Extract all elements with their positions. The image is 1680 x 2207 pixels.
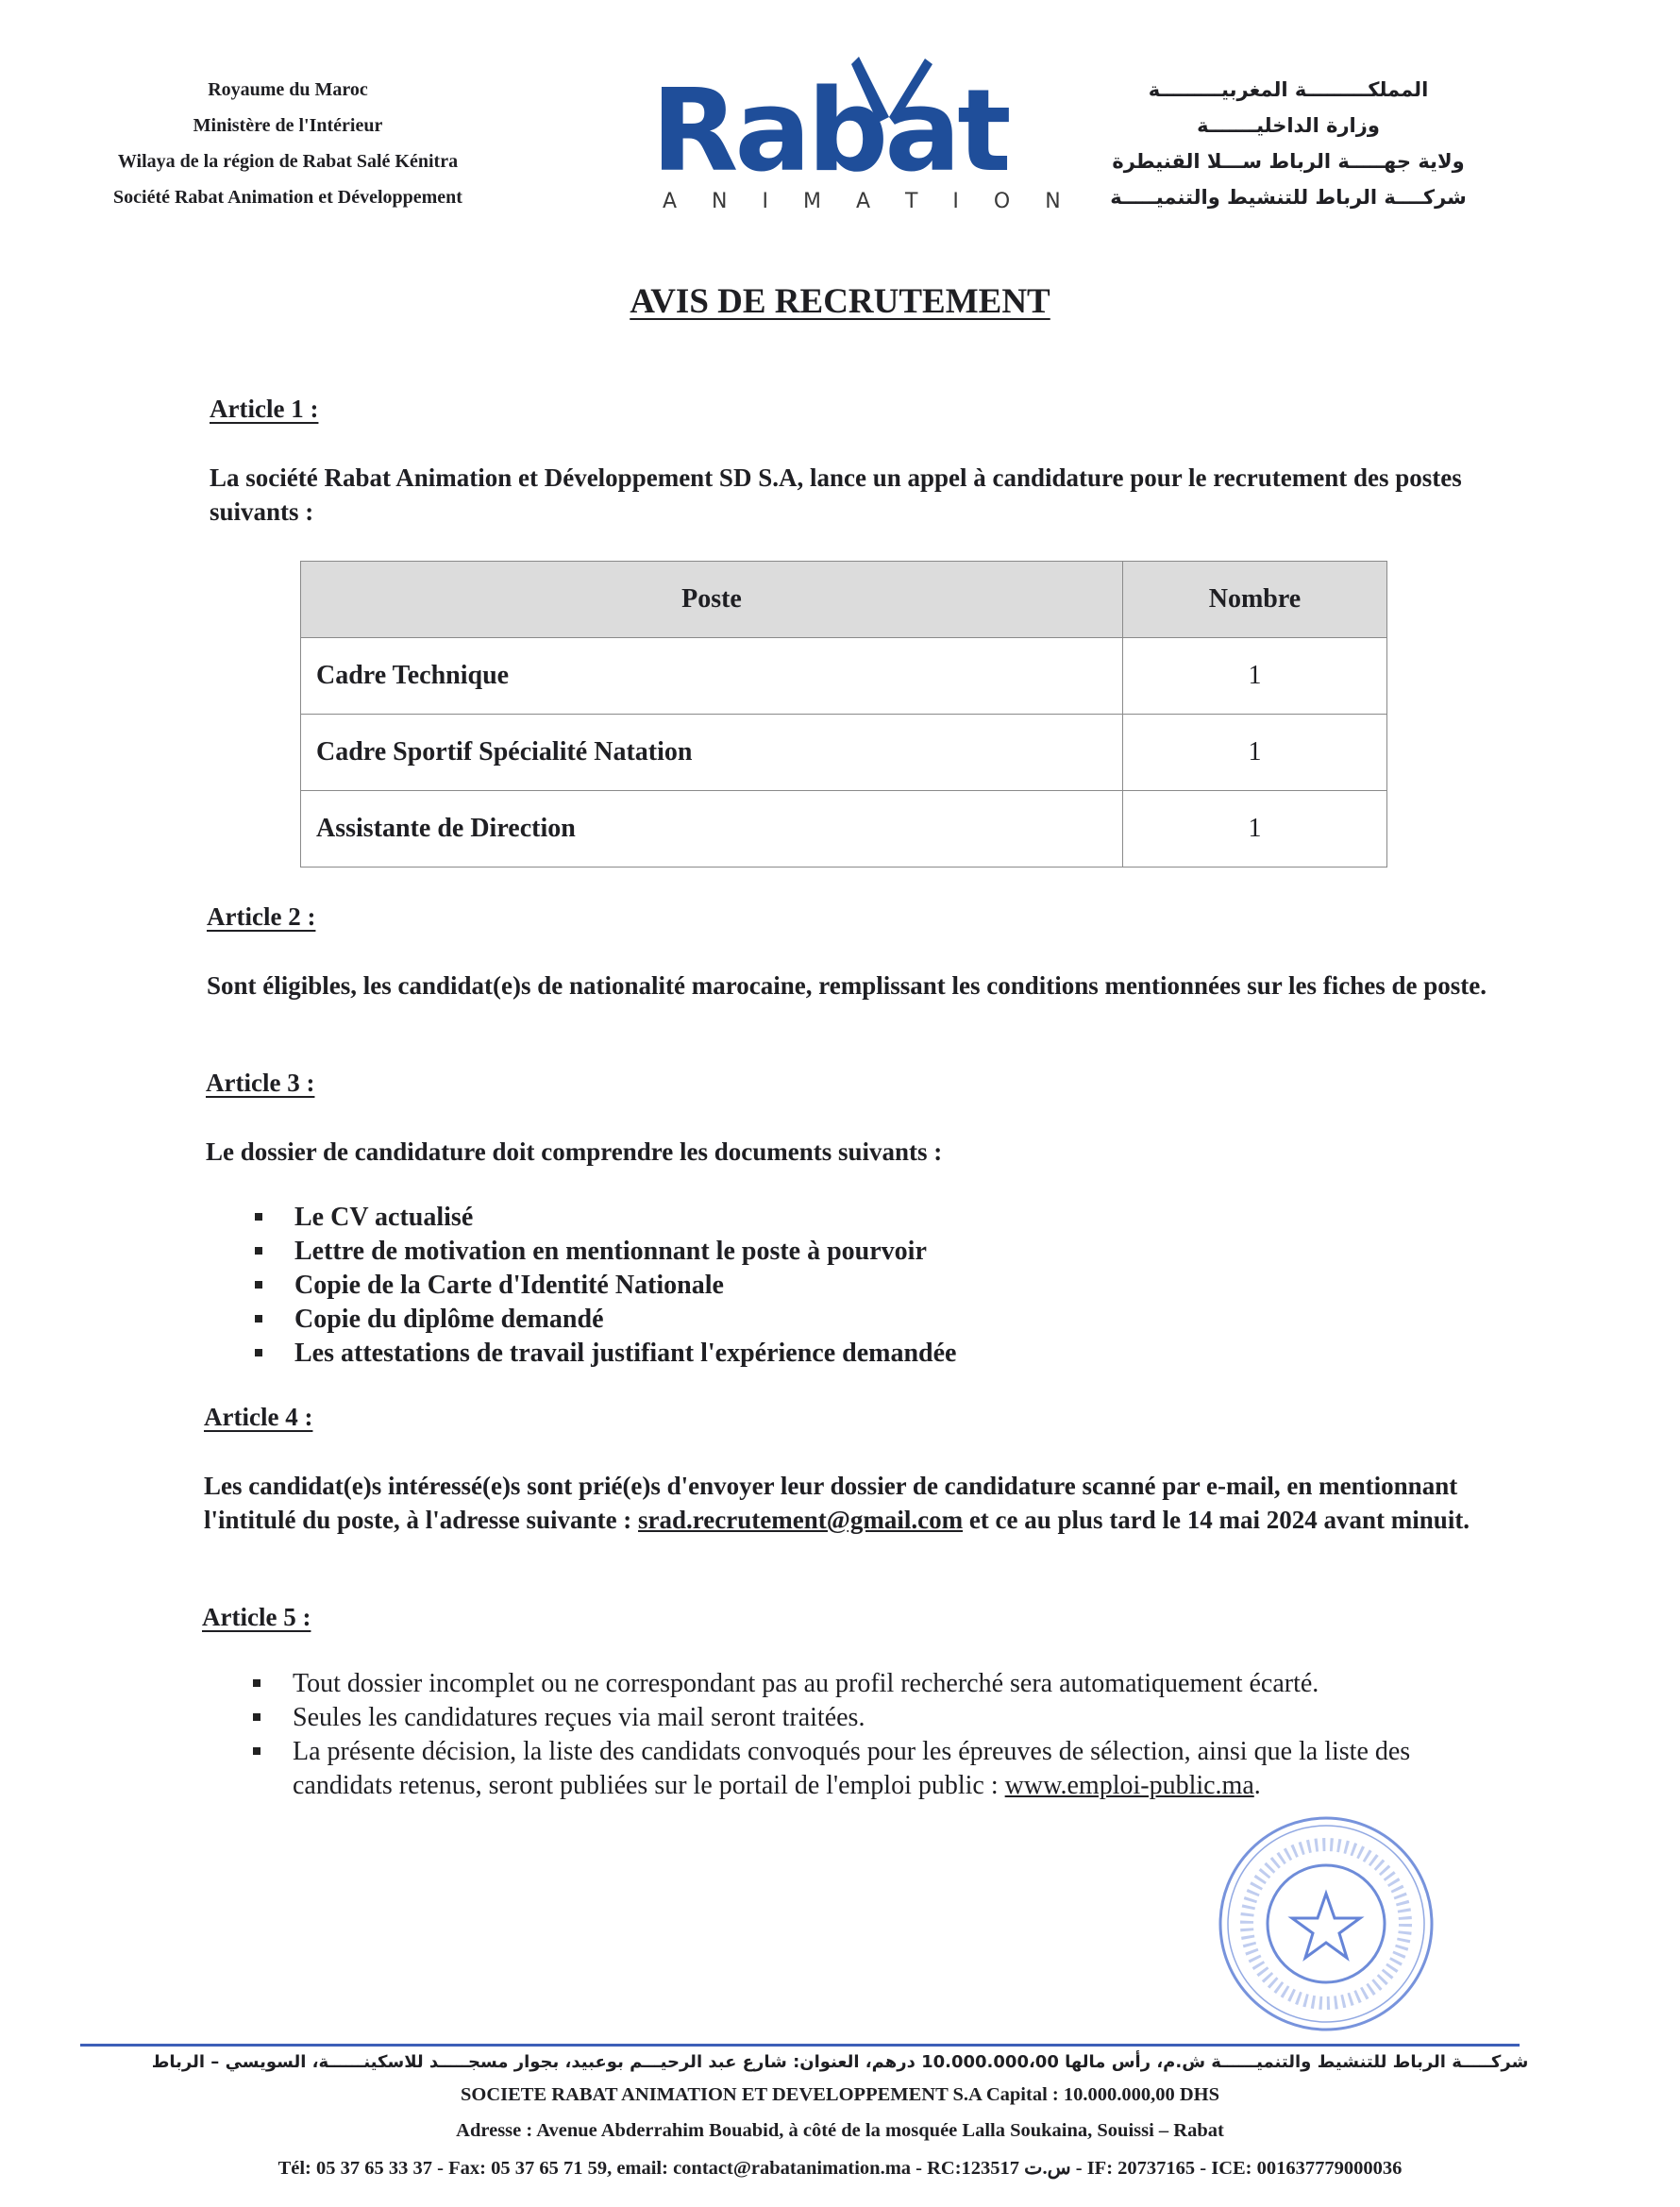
article-4-text-after: et ce au plus tard le 14 mai 2024 avant minuit. [963,1506,1470,1534]
list-item: Seules les candidatures reçues via mail seront traitées. [245,1701,1510,1735]
table-cell-poste: Assistante de Direction [301,791,1123,868]
rabat-animation-logo [642,47,1075,217]
header-right-line: المملكـــــــــة المغربيـــــــــة [1148,78,1429,101]
table-cell-poste: Cadre Sportif Spécialité Natation [301,715,1123,791]
official-stamp [1208,1812,1444,2039]
footer-line-3: Tél: 05 37 65 33 37 - Fax: 05 37 65 71 59, email: contact@rabatanimation.ma - RC:123517 س.ت - IF: 20737165 - ICE: 001637779000036 [277,2158,1403,2179]
emploi-public-link[interactable]: www.emploi-public.ma [1004,1771,1254,1800]
table-header-row [301,562,1387,638]
article-4-heading: Article 4 : [204,1403,313,1431]
list-item-text: La présente décision, la liste des candidats convoqués pour les épreuves de sélection, ainsi que la liste des candidats retenus, seront publiées sur le portail de l'emploi public : [293,1737,1411,1800]
page-title: AVIS DE RECRUTEMENT [630,282,1050,321]
header-left-line: Royaume du Maroc [208,79,368,100]
article-1-heading: Article 1 : [210,395,319,423]
list-item: Tout dossier incomplet ou ne correspondant pas au profil recherché sera automatiquement écarté. [245,1667,1510,1701]
logo-wordmark: Rabat [651,66,1008,197]
table-cell-nombre: 1 [1123,715,1387,791]
table-header-poste: Poste [301,562,1123,638]
table-cell-nombre: 1 [1123,791,1387,868]
article-2-text: Sont éligibles, les candidat(e)s de nationalité marocaine, remplissant les conditions mentionnées sur les fiches de poste. [207,971,1487,1000]
footer-divider [80,2044,1520,2047]
footer-arabic: شركـــــة الرباط للتنشيط والتنميــــــة ش.م، رأس مالها 10.000.000،00 درهم، العنوان: شارع عبد الرحيـــم بوعبيد، بجوار مسجـــــد للاسكينــــــة، السويسي – الرباط [151,2052,1529,2072]
article-5-heading: Article 5 : [202,1603,311,1631]
list-item: Les attestations de travail justifiant l'expérience demandée [247,1337,1474,1371]
table-row [301,791,1387,868]
footer-line-2: Adresse : Avenue Abderrahim Bouabid, à côté de la mosquée Lalla Soukaina, Souissi – Rabat [456,2120,1224,2141]
article-4-text [204,1469,1491,1537]
table-cell-poste: Cadre Technique [301,638,1123,715]
list-item: Lettre de motivation en mentionnant le poste à pourvoir [247,1235,1474,1269]
documents-list [247,1201,1474,1371]
table-cell-nombre: 1 [1123,638,1387,715]
list-item-text-end: . [1253,1771,1261,1800]
header-left-block [66,72,510,215]
header-right-line: وزارة الداخليـــــــة [1197,114,1380,137]
article-4-text-before: Les candidat(e)s intéressé(e)s sont prié(e)s d'envoyer leur dossier de candidature scanné par e-mail, en mentionnant l'intitulé du poste, à l'adresse suivante : [204,1472,1458,1534]
table-header-nombre: Nombre [1123,562,1387,638]
list-item: Le CV actualisé [247,1201,1474,1235]
list-item: Copie de la Carte d'Identité Nationale [247,1269,1474,1303]
header-left-line: Wilaya de la région de Rabat Salé Kénitra [117,151,459,172]
list-item [245,1735,1510,1803]
header-right-line: شركــــة الرباط للتنشيط والتنميـــــة [1110,186,1467,209]
table-row [301,715,1387,791]
logo-graphic [642,47,1075,217]
article-2-heading: Article 2 : [207,902,316,931]
star-icon [1292,1894,1360,1958]
header-left-line: Ministère de l'Intérieur [193,115,383,136]
article-3-heading: Article 3 : [206,1069,315,1097]
header-right-block [1076,72,1501,215]
footer-line-1: SOCIETE RABAT ANIMATION ET DEVELOPPEMENT S.A Capital : 10.000.000,00 DHS [460,2084,1219,2105]
article-1-text: La société Rabat Animation et Développement SD S.A, lance un appel à candidature pour le recrutement des postes suivants : [210,463,1462,526]
list-item: Copie du diplôme demandé [247,1303,1474,1337]
conditions-list [245,1667,1510,1803]
email-link[interactable]: srad.recrutement@gmail.com [638,1506,964,1534]
logo-subtitle: A N I M A T I O N [663,190,1075,213]
header-left-line: Société Rabat Animation et Développement [113,187,462,208]
postes-table [300,561,1387,868]
article-3-intro: Le dossier de candidature doit comprendre les documents suivants : [206,1137,943,1166]
stamp-graphic [1208,1812,1444,2039]
header-right-line: ولاية جهـــــة الرباط ســـلا القنيطرة [1112,150,1465,173]
table-row [301,638,1387,715]
